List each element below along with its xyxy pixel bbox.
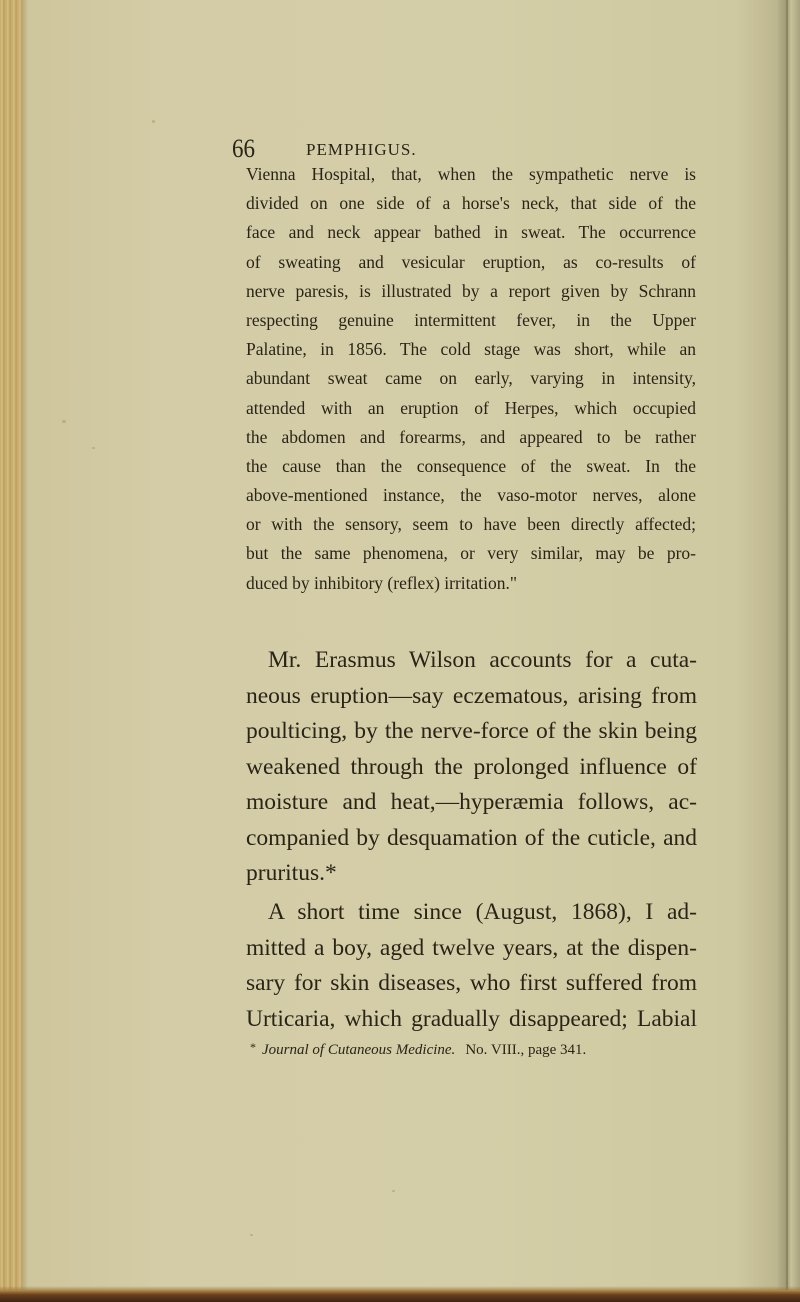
text-line: sary for skin diseases, who first suffered from	[246, 970, 697, 996]
text-line: nerve paresis, is illustrated by a report given by Schrann	[246, 280, 696, 301]
quoted-passage	[246, 160, 696, 598]
text-line: neous eruption—say eczematous, arising from	[246, 682, 697, 709]
footnote	[246, 1040, 696, 1059]
text-line: but the same phenomena, or very similar, may be pro-	[246, 543, 696, 564]
right-page-edge	[778, 0, 800, 1302]
text-line: poulticing, by the nerve-force of the skin being	[246, 718, 697, 744]
page-number: 66	[232, 134, 255, 163]
text-line: divided on one side of a horse's neck, that side of the	[246, 193, 696, 214]
text-line: above-mentioned instance, the vaso-motor nerves, alone	[246, 485, 696, 506]
footnote-marker: *	[250, 1040, 256, 1054]
text-line: the abdomen and forearms, and appeared to be rather	[246, 426, 696, 447]
text-line: Palatine, in 1856. The cold stage was short, while an	[246, 339, 696, 360]
bottom-cover-edge	[0, 1290, 800, 1302]
text-line: of sweating and vesicular eruption, as co-results of	[246, 251, 696, 272]
text-line: Urticaria, which gradually disappeared; Labial	[246, 1005, 697, 1032]
text-line: respecting genuine intermittent fever, in the Upper	[246, 309, 696, 330]
paper-speck	[250, 1234, 253, 1236]
footnote-reference: No. VIII., page 341.	[465, 1042, 587, 1058]
paper-speck	[62, 420, 66, 423]
paragraph-case-report	[246, 895, 697, 1037]
text-line: moisture and heat,—hyperæmia follows, ac-	[246, 789, 697, 815]
text-line: attended with an eruption of Herpes, which occupied	[246, 397, 696, 418]
text-line: or with the sensory, seem to have been directly affected;	[246, 514, 696, 535]
text-line: duced by inhibitory (reflex) irritation."	[246, 572, 518, 593]
text-line: face and neck appear bathed in sweat. The occurrence	[246, 222, 696, 243]
text-line: the cause than the consequence of the sweat. In the	[246, 455, 696, 476]
footnote-journal-title: Journal of Cutaneous Medicine.	[262, 1042, 456, 1058]
text-line: Vienna Hospital, that, when the sympathetic nerve is	[246, 164, 696, 184]
text-line: mitted a boy, aged twelve years, at the dispen-	[246, 934, 697, 961]
paper-speck	[92, 447, 95, 449]
text-line: weakened through the prolonged influence of	[246, 753, 697, 780]
paper-speck	[392, 1190, 395, 1192]
text-line: Mr. Erasmus Wilson accounts for a cuta-	[268, 647, 697, 673]
text-line: pruritus.*	[246, 860, 337, 886]
text-line: abundant sweat came on early, varying in intensity,	[246, 368, 696, 389]
paragraph-wilson	[246, 643, 697, 892]
paper-speck	[152, 120, 155, 123]
running-title: PEMPHIGUS.	[306, 140, 417, 159]
text-line: A short time since (August, 1868), I ad-	[268, 899, 697, 925]
left-binding-edge	[0, 0, 22, 1302]
text-line: companied by desquamation of the cuticle, and	[246, 824, 697, 851]
